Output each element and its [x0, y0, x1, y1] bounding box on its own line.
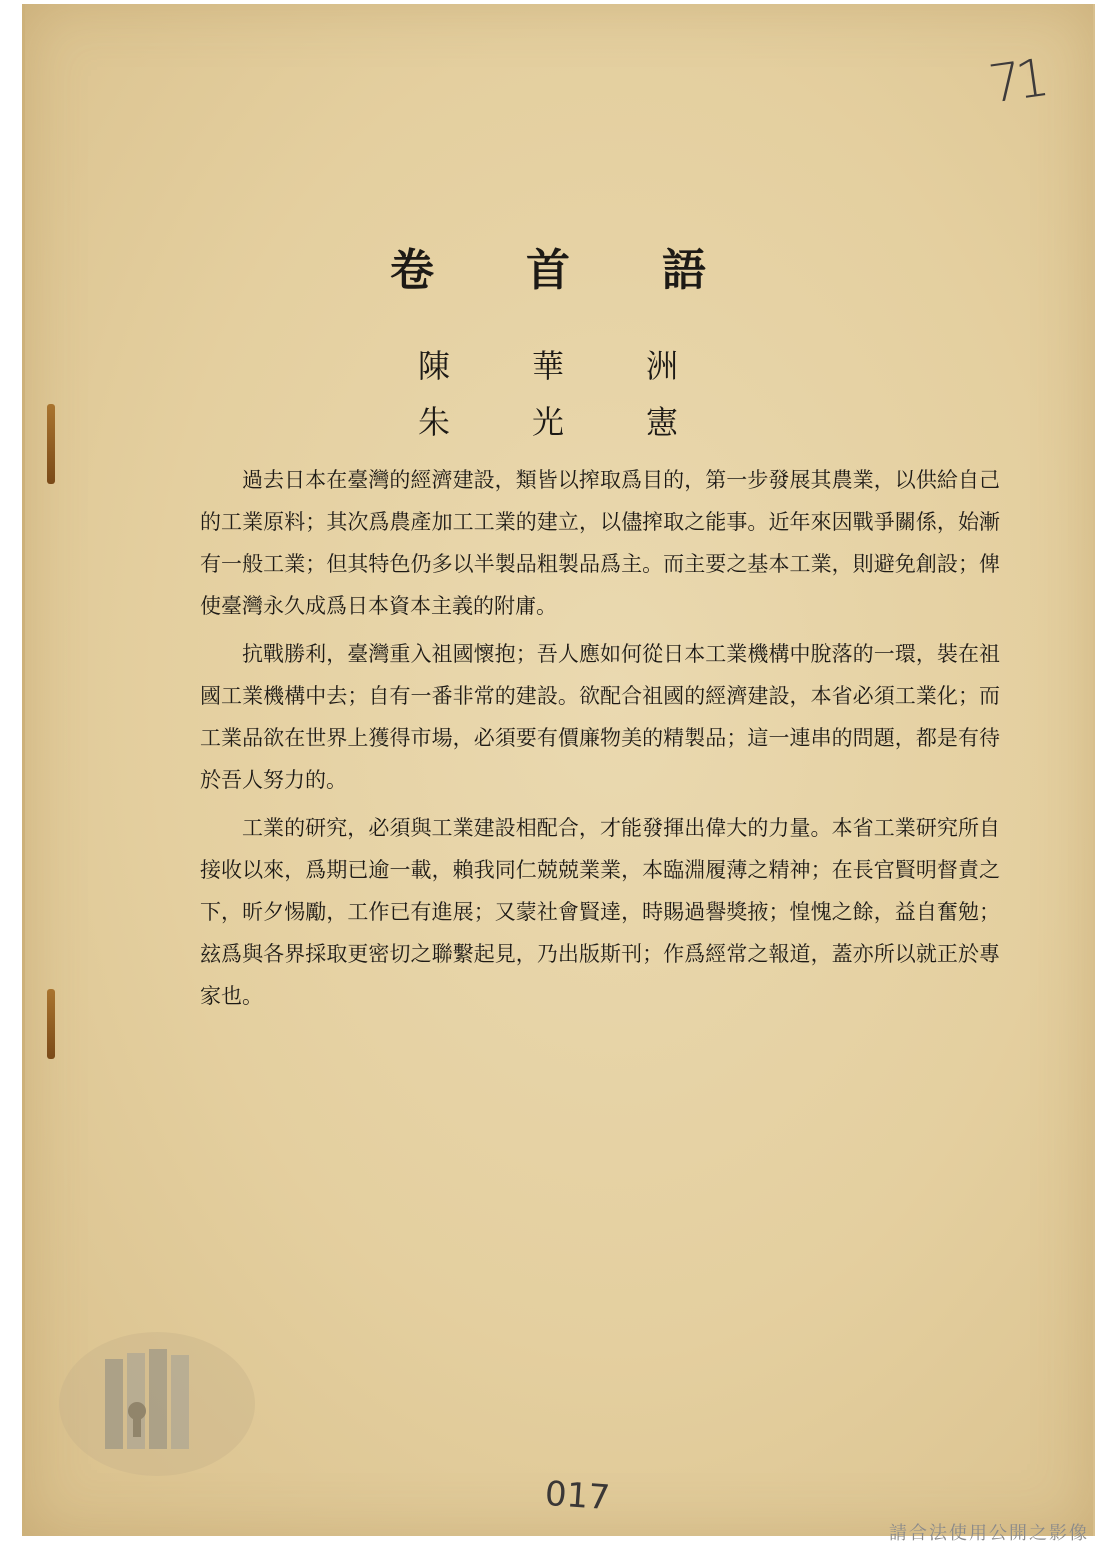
paragraph: 工業的研究，必須與工業建設相配合，才能發揮出偉大的力量。本省工業研究所自接收以來，爲期已逾一載，賴我同仁兢兢業業，本臨淵履薄之精神；在長官賢明督責之下，昕夕惕勵，工作已有進展；又蒙社會賢達，時賜過譽獎掖；惶愧之餘，益自奮勉；玆爲與各界採取更密切之聯繫起見，乃出版斯刊；作爲經常之報道，蓋亦所以就正於專家也。: [200, 816, 1000, 1008]
page-number: 017: [543, 1473, 612, 1519]
handwritten-page-mark: 71: [984, 48, 1047, 116]
archive-watermark-logo: [57, 1329, 257, 1479]
author-name: 陳華洲: [417, 347, 760, 385]
usage-notice: 請合法使用公開之影像: [889, 1523, 1089, 1544]
paragraph: 過去日本在臺灣的經濟建設，類皆以搾取爲目的，第一步發展其農業，以供給自己的工業原料；其次爲農產加工工業的建立，以儘搾取之能事。近年來因戰爭關係，始漸有一般工業；但其特色仍多以半製品粗製品爲主。而主要之基本工業，則避免創設；俾使臺灣永久成爲日本資本主義的附庸。: [200, 468, 1000, 618]
page-title: 卷首語: [390, 245, 798, 296]
body-text: [200, 459, 1000, 1023]
paper-sheet: [22, 4, 1095, 1536]
paragraph: 抗戰勝利，臺灣重入祖國懷抱；吾人應如何從日本工業機構中脫落的一環，裝在祖國工業機構中去；自有一番非常的建設。欲配合祖國的經濟建設，本省必須工業化；而工業品欲在世界上獲得市場，必須要有價廉物美的精製品；這一連串的問題，都是有待於吾人努力的。: [200, 642, 1000, 792]
rust-stain: [47, 989, 55, 1059]
author-block: [25, 338, 1093, 450]
author-name: 朱光憲: [417, 403, 760, 441]
